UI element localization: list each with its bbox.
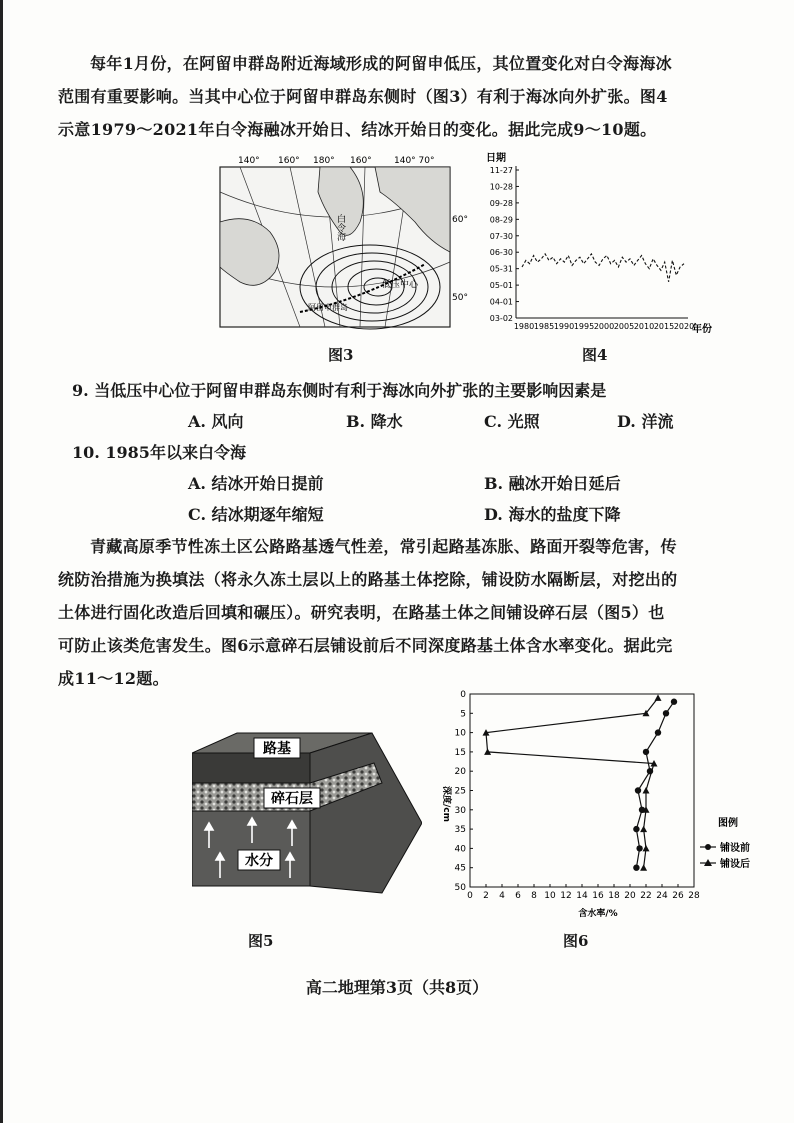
fig6-xtick: 24 [656,891,668,901]
fig4-xtick: 2015 [653,322,675,331]
fig6-ytick: 25 [454,786,466,797]
label-low-center: 低压中心 [382,280,419,290]
fig6-point-before [633,865,639,871]
intro2-line3: 土体进行固化改造后回填和碾压）。研究表明，在路基土体之间铺设碎石层（图5）也 [58,603,665,622]
fig6-xtick: 14 [576,891,588,901]
intro1-line2: 范围有重要影响。当其中心位于阿留申群岛东侧时（图3）有利于海冰向外扩张。图4 [58,87,668,106]
lon-label-5: 140° 70° [394,156,435,166]
intro1-line3: 示意1979～2021年白令海融冰开始日、结冰开始日的变化。据此完成9～10题。 [58,120,657,139]
fig6-point-before [663,710,669,716]
fig6-point-before [635,787,641,793]
q10-option-a: A. 结冰开始日提前 [188,474,324,493]
q10-stem: 10. 1985年以来白令海 [72,443,246,462]
intro2-line2: 统防治措施为换填法（将永久冻土层以上的路基土体挖除，铺设防水隔断层，对挖出的 [58,570,678,589]
fig5-caption: 图5 [248,932,274,950]
scan-edge [0,0,3,1123]
gravel-label: 碎石层 [271,791,313,807]
fig4-chart [478,152,738,337]
fig6-ylabel: 深度/cm [441,786,451,823]
fig6-xtick: 6 [515,891,521,901]
fig6-xtick: 22 [640,891,652,901]
fig4-series-dashed [522,254,684,282]
lon-label-3: 180° [313,156,335,166]
q10-option-b: B. 融冰开始日延后 [484,474,621,493]
fig6-xtick: 26 [672,891,684,901]
lon-label-1: 140° [238,156,260,166]
fig4-ylabel: 日期 [486,153,506,164]
lon-label-2: 160° [278,156,300,166]
fig6-xtick: 10 [544,891,556,901]
fig4-xtick: 1985 [533,322,555,331]
fig6-ytick: 20 [454,767,466,778]
fig6-ytick: 10 [454,728,466,739]
fig6-point-after [640,864,647,871]
fig4-ytick: 06-30 [489,248,513,258]
fig6-point-after [655,694,662,701]
fig6-xtick: 2 [483,891,489,901]
fig6-point-before [636,845,642,851]
fig6-point-after [643,787,650,794]
fig4-ytick: 05-31 [489,264,513,274]
fig6-xtick: 20 [624,891,636,901]
fig4-ytick: 10-28 [489,182,513,192]
fig6-legend [700,841,750,870]
fig4-ytick: 04-01 [489,297,513,307]
intro2-line4: 可防止该类危害发生。图6示意碎石层铺设前后不同深度路基土体含水率变化。据此完 [58,636,673,655]
block-right-face [310,733,422,893]
legend-before: 铺设前 [720,843,750,854]
fig6-xtick: 16 [592,891,604,901]
fig4-ytick: 05-01 [489,281,513,291]
fig6-point-before [671,699,677,705]
fig4-ytick: 09-28 [489,198,513,208]
fig6-point-before [655,729,661,735]
fig4-xtick: 2020 [673,322,695,331]
fig6-xtick: 18 [608,891,620,901]
fig6-point-after [640,826,647,833]
water-label: 水分 [245,853,273,869]
fig6-point-after [643,845,650,852]
q9-option-c: C. 光照 [484,412,540,431]
intro2-line1: 青藏高原季节性冻土区公路路基透气性差，常引起路基冻胀、路面开裂等危害，传 [90,537,677,556]
q10-option-c: C. 结冰期逐年缩短 [188,505,324,524]
fig6-point-before [633,826,639,832]
fig6-ytick: 35 [454,825,466,836]
fig6-ytick: 50 [454,883,466,893]
fig4-xtick: 2000 [593,322,615,331]
lat-label-50: 50° [452,293,468,303]
intro2-line5: 成11～12题。 [58,669,169,688]
intro1-line1: 每年1月份，在阿留申群岛附近海域形成的阿留申低压，其位置变化对白令海海冰 [90,54,672,73]
q9-option-b: B. 降水 [346,412,403,431]
fig4-ytick: 11-27 [489,166,513,175]
fig6-ytick: 0 [460,690,466,700]
fig3-map [200,152,470,337]
q10-option-d: D. 海水的盐度下降 [484,505,621,524]
page-footer: 高二地理第3页（共8页） [305,978,489,997]
fig6-series-line-before [636,702,674,868]
fig6-legend-title: 图例 [718,818,738,829]
fig4-xtick: 2010 [633,322,655,331]
fig6-xtick: 4 [499,891,505,901]
fig4-xtick: 1990 [553,322,575,331]
q9-stem: 9. 当低压中心位于阿留申群岛东侧时有利于海冰向外扩张的主要影响因素是 [72,381,607,400]
intro-paragraph-1 [58,47,748,146]
fig3-caption: 图3 [328,346,354,364]
fig6-ytick: 30 [454,805,466,816]
fig6-plot-frame [470,694,694,887]
fig6-xtick: 28 [688,891,700,901]
fig4-xtick: 2005 [613,322,635,331]
lon-label-4: 160° [350,156,372,166]
fig6-xtick: 0 [467,891,473,901]
fig6-xtick: 12 [560,891,572,901]
fig6-point-before [643,749,649,755]
fig4-ytick: 03-02 [489,314,513,323]
intro-paragraph-2 [58,530,748,695]
q9-option-a: A. 风向 [188,412,244,431]
fig6-ytick: 45 [454,863,466,874]
fig4-xlabel: 年份 [692,324,712,335]
label-bering-sea: 白令海 [335,214,345,241]
fig4-ytick: 08-29 [489,215,513,225]
road-label: 路基 [263,741,291,757]
fig6-ytick: 40 [454,844,466,855]
legend-after: 铺设后 [720,859,750,870]
lat-label-60: 60° [452,215,468,225]
legend-marker-before [705,844,711,850]
fig6-xtick: 8 [531,891,537,901]
q9-option-d: D. 洋流 [617,412,674,431]
fig6-ytick: 15 [454,747,466,758]
fig4-xtick: 1980 [513,322,535,331]
label-aleutian: 阿留申群岛 [308,303,348,312]
fig6-ytick: 5 [460,709,466,720]
fig5-diagram [192,728,422,898]
fig4-ytick: 07-30 [489,231,513,241]
fig4-caption: 图4 [582,346,608,364]
fig6-series-line-after [486,698,658,868]
fig6-chart [430,686,760,921]
fig4-xtick: 1995 [573,322,595,331]
fig6-caption: 图6 [563,932,589,950]
fig6-xlabel: 含水率/% [578,909,618,919]
